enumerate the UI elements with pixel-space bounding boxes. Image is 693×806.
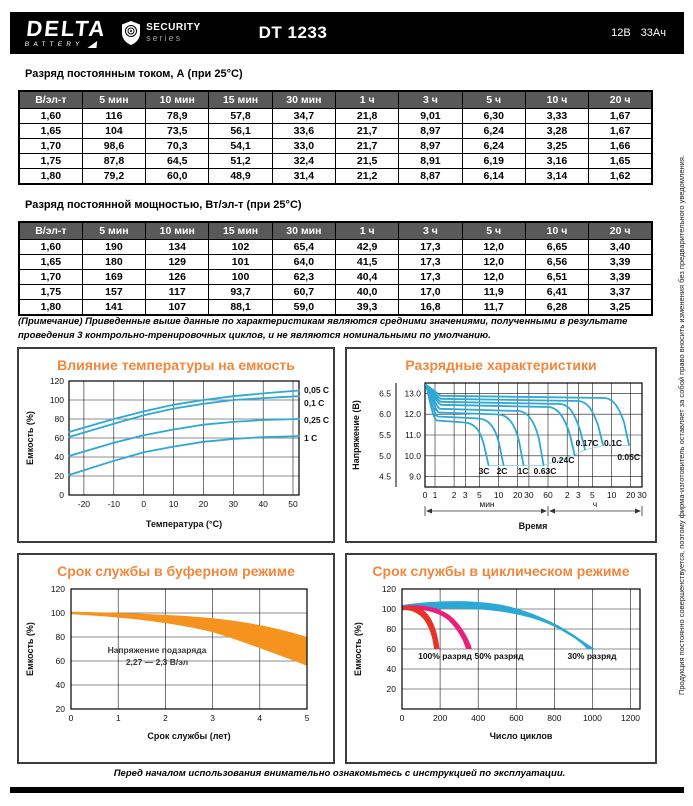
capacity-spec: 33Ач <box>640 27 666 39</box>
table-cell: 1,65 <box>19 255 82 270</box>
y-axis-label: Емкость (%) <box>25 411 35 465</box>
series-label: 0.63C <box>533 466 557 476</box>
tick-label: 5.5 <box>379 430 391 440</box>
tick-label: 13.0 <box>404 388 421 399</box>
curve-0-1c <box>426 385 603 445</box>
chart1-curves <box>69 391 299 476</box>
chart2-yticks-12v <box>404 388 421 481</box>
chart2-yticks-6v <box>379 388 391 481</box>
table2-title: Разряд постоянной мощностью, Вт/эл-т (при 25°C) <box>25 199 302 211</box>
series-label: 30% разряд <box>567 651 617 661</box>
series-label: 1 C <box>304 433 318 443</box>
chart1-yticks <box>50 376 64 500</box>
table-cell: 134 <box>146 240 209 255</box>
tick-label: 2 <box>451 490 457 500</box>
tick-label: 5.0 <box>379 450 391 461</box>
tick-label: 100 <box>50 608 65 618</box>
table-cell: 64,0 <box>272 255 335 270</box>
series-label: 1C <box>517 466 529 476</box>
table-cell: 1,66 <box>589 139 652 154</box>
table-cell: 141 <box>82 300 145 316</box>
table-cell: 6,24 <box>462 124 525 139</box>
table-cell: 3,33 <box>525 109 588 124</box>
voltage-spec: 12В <box>611 27 631 39</box>
table-header-cell: 10 ч <box>525 91 588 109</box>
temperature-capacity-chart <box>19 375 333 535</box>
tick-label: 1200 <box>621 713 640 723</box>
table-cell: 101 <box>209 255 272 270</box>
curve-1c <box>69 436 299 475</box>
series-text <box>146 23 201 43</box>
curve-0-05c <box>69 391 299 433</box>
tick-label: 60 <box>55 656 65 666</box>
series-label: 100% разряд <box>418 651 472 661</box>
table-cell: 33,6 <box>272 124 335 139</box>
table-row <box>19 154 652 169</box>
chart4-title: Срок службы в циклическом режиме <box>372 563 630 579</box>
tick-label: 3 <box>576 490 581 500</box>
table-header-cell: 20 ч <box>589 91 652 109</box>
series-label: 0.24C <box>551 455 575 465</box>
chart2-title: Разрядные характеристики <box>405 357 597 373</box>
tick-label: 10.0 <box>404 450 421 461</box>
chart1-title: Влияние температуры на емкость <box>57 357 295 373</box>
table-cell: 102 <box>209 240 272 255</box>
sidebar-disclaimer: Продукция постоянно совершенствуется, поэтому фирма-изготовитель оставляет за собой право вносить изменения без предварительного уведомления. <box>677 155 686 696</box>
table-cell: 129 <box>146 255 209 270</box>
table-header-cell: 10 мин <box>146 222 209 240</box>
table-header-cell: 30 мин <box>272 91 335 109</box>
table-cell: 190 <box>82 240 145 255</box>
table-cell: 116 <box>82 109 145 124</box>
header-bar <box>10 12 684 54</box>
brand-subtitle: BATTERY <box>24 40 84 48</box>
table-header-cell: 1 ч <box>335 91 398 109</box>
tick-label: 80 <box>386 624 396 634</box>
time-unit-hour: ч <box>592 499 598 509</box>
bottom-bar <box>10 787 684 793</box>
tick-label: 400 <box>471 713 486 723</box>
table-cell: 60,7 <box>272 285 335 300</box>
table-header-cell: 5 мин <box>82 222 145 240</box>
table-cell: 12,0 <box>462 255 525 270</box>
tick-label: 40 <box>54 452 64 462</box>
y-axis-label: Напряжение (В) <box>351 400 361 470</box>
table-cell: 17,3 <box>399 270 462 285</box>
series-label: 50% разряд <box>474 651 524 661</box>
tick-label: 30 <box>524 490 534 500</box>
table-cell: 40,4 <box>335 270 398 285</box>
table-cell: 157 <box>82 285 145 300</box>
tick-label: 5 <box>304 713 310 723</box>
table-cell: 70,3 <box>146 139 209 154</box>
table-cell: 56,1 <box>209 124 272 139</box>
tick-label: 6.0 <box>379 409 391 420</box>
table-cell: 12,0 <box>462 240 525 255</box>
table-cell: 180 <box>82 255 145 270</box>
table-cell: 73,5 <box>146 124 209 139</box>
table-cell: 54,1 <box>209 139 272 154</box>
table-header-cell: 30 мин <box>272 222 335 240</box>
buffer-life-chart <box>19 581 333 753</box>
shield-icon <box>120 20 142 46</box>
table-cell: 48,9 <box>209 169 272 185</box>
tick-label: 9.0 <box>409 471 421 482</box>
table-cell: 1,75 <box>19 285 82 300</box>
tick-label: 20 <box>55 704 65 714</box>
chart4-bands <box>402 601 595 649</box>
series-label: 3C <box>478 466 490 476</box>
table1-title: Разряд постоянным током, А (при 25°C) <box>25 68 243 80</box>
table-row <box>19 109 652 124</box>
table-cell: 1,80 <box>19 169 82 185</box>
table2-header-row <box>19 222 652 240</box>
time-range-arrows <box>425 506 642 516</box>
table-cell: 8,91 <box>399 154 462 169</box>
table-cell: 6,65 <box>525 240 588 255</box>
tick-label: 50 <box>288 499 298 509</box>
table-row <box>19 240 652 255</box>
chart4-series-labels <box>418 651 617 661</box>
tick-label: 60 <box>386 644 396 654</box>
table-header-cell: 10 мин <box>146 91 209 109</box>
table-cell: 34,7 <box>272 109 335 124</box>
tick-label: 3 <box>210 713 215 723</box>
table-row <box>19 169 652 185</box>
chart4-xticks <box>400 713 641 723</box>
tick-label: 20 <box>198 499 209 509</box>
tick-label: 1 <box>432 490 438 500</box>
table-cell: 32,4 <box>272 154 335 169</box>
chart2-xticks <box>423 490 647 500</box>
table-cell: 98,6 <box>82 139 145 154</box>
footer-note: Перед началом использования внимательно ознакомьтесь с инструкцией по эксплуатации. <box>113 768 566 779</box>
chart1-series-labels <box>304 385 329 443</box>
table-cell: 41,5 <box>335 255 398 270</box>
note-text: (Примечание) Приведенные выше данные по характеристикам являются средними значениями, полученными в результате проведения 3 контрольно-тренировочных циклов, и не являются номинальными по умолчанию. <box>18 316 628 342</box>
tick-label: 120 <box>49 376 64 386</box>
chart2-curves <box>426 385 629 465</box>
table-cell: 17,3 <box>399 240 462 255</box>
table-row <box>19 285 652 300</box>
tick-label: 1 <box>115 713 121 723</box>
table-cell: 3,39 <box>589 255 652 270</box>
table-cell: 3,39 <box>589 270 652 285</box>
table1-header-row <box>19 91 652 109</box>
tick-label: -20 <box>77 499 91 509</box>
x-axis-label: Время <box>518 521 548 531</box>
table-cell: 1,80 <box>19 300 82 316</box>
table-row <box>19 270 652 285</box>
table-header-cell: 15 мин <box>209 222 272 240</box>
table-cell: 104 <box>82 124 145 139</box>
table-cell: 3,28 <box>525 124 588 139</box>
tick-label: 80 <box>55 632 65 642</box>
table-row <box>19 139 652 154</box>
table-cell: 21,7 <box>335 124 398 139</box>
table-cell: 64,5 <box>146 154 209 169</box>
table-cell: 169 <box>82 270 145 285</box>
tick-label: 5 <box>477 490 482 500</box>
tick-label: 6.5 <box>379 388 391 399</box>
table-cell: 59,0 <box>272 300 335 316</box>
table-cell: 21,7 <box>335 139 398 154</box>
table-header-cell: 15 мин <box>209 91 272 109</box>
x-axis-label: Температура (°C) <box>145 519 223 529</box>
tick-label: 0 <box>141 499 147 509</box>
table-row <box>19 124 652 139</box>
table1-head <box>19 91 652 109</box>
table-cell: 8,97 <box>399 139 462 154</box>
tick-label: 60 <box>54 433 64 443</box>
tick-label: 10 <box>606 490 617 500</box>
tick-label: 0 <box>399 713 405 723</box>
constant-current-table <box>18 90 653 185</box>
tick-label: 20 <box>625 490 636 500</box>
x-axis-label: Число циклов <box>489 731 553 741</box>
table-cell: 57,8 <box>209 109 272 124</box>
table-header-cell: 5 ч <box>462 91 525 109</box>
table-cell: 8,97 <box>399 124 462 139</box>
table-cell: 11,7 <box>462 300 525 316</box>
charge-voltage-annotation: Напряжение подзаряда <box>107 645 207 655</box>
table-cell: 42,9 <box>335 240 398 255</box>
table-cell: 51,2 <box>209 154 272 169</box>
table-cell: 117 <box>146 285 209 300</box>
table-cell: 6,30 <box>462 109 525 124</box>
table-cell: 21,8 <box>335 109 398 124</box>
tick-label: 4 <box>257 713 263 723</box>
series-label: 0,05 C <box>304 385 330 395</box>
tick-label: 20 <box>54 471 64 481</box>
tick-label: 800 <box>547 713 562 723</box>
tick-label: 120 <box>381 584 396 594</box>
table-header-cell: 3 ч <box>399 222 462 240</box>
series-label: SECURITY <box>146 22 201 33</box>
brand-name: DELTA <box>25 15 108 41</box>
chart3-title: Срок службы в буферном режиме <box>57 563 295 579</box>
tick-label: 2 <box>163 713 168 723</box>
table-cell: 31,4 <box>272 169 335 185</box>
series-subtitle: series <box>146 33 183 43</box>
table-cell: 3,25 <box>589 300 652 316</box>
table2-body <box>19 240 652 316</box>
tick-label: 0 <box>68 713 74 723</box>
tick-label: 30 <box>228 499 239 509</box>
table-header-cell: 5 ч <box>462 222 525 240</box>
chart1-xticks <box>78 499 298 509</box>
table-cell: 6,19 <box>462 154 525 169</box>
tick-label: 40 <box>258 499 268 509</box>
tick-label: -10 <box>107 499 120 509</box>
table-header-cell: 1 ч <box>335 222 398 240</box>
tick-label: 0 <box>422 490 428 500</box>
table-cell: 3,40 <box>589 240 652 255</box>
table-cell: 8,87 <box>399 169 462 185</box>
tick-label: 0 <box>59 490 64 500</box>
chart4-yticks <box>382 584 396 694</box>
table-header-cell: 3 ч <box>399 91 462 109</box>
security-series-badge <box>120 20 201 46</box>
y-axis-label: Емкость (%) <box>353 622 363 676</box>
table-cell: 40,0 <box>335 285 398 300</box>
table-cell: 17,0 <box>399 285 462 300</box>
tick-label: 12.0 <box>404 409 421 420</box>
table2-head <box>19 222 652 240</box>
table-cell: 1,60 <box>19 109 82 124</box>
charge-voltage-annotation: 2,27 — 2,3 В/эл <box>125 657 189 667</box>
tick-label: 200 <box>433 713 448 723</box>
table-cell: 1,67 <box>589 109 652 124</box>
table-cell: 1,65 <box>589 154 652 169</box>
table-cell: 88,1 <box>209 300 272 316</box>
tick-label: 11.0 <box>405 430 421 440</box>
buffer-life-panel <box>17 553 335 764</box>
table-cell: 1,65 <box>19 124 82 139</box>
time-unit-min: мин <box>479 499 495 509</box>
table-cell: 60,0 <box>146 169 209 185</box>
tick-label: 100 <box>49 395 64 405</box>
y-axis-label: Емкость (%) <box>25 622 35 676</box>
table-header-cell: 10 ч <box>525 222 588 240</box>
table-cell: 33,0 <box>272 139 335 154</box>
chart3-yticks <box>51 584 65 714</box>
tick-label: 60 <box>543 490 553 500</box>
table-cell: 16,8 <box>399 300 462 316</box>
table-cell: 126 <box>146 270 209 285</box>
table-cell: 12,0 <box>462 270 525 285</box>
series-label: 2C <box>496 466 508 476</box>
tick-label: 10 <box>168 499 179 509</box>
table-cell: 39,3 <box>335 300 398 316</box>
buffer-life-band <box>71 612 307 666</box>
series-label: 0.1C <box>604 438 622 448</box>
tick-label: 120 <box>50 584 65 594</box>
series-label: 0.05C <box>617 452 640 462</box>
table1-body <box>19 109 652 185</box>
tick-label: 100 <box>381 604 396 614</box>
table-header-cell: 5 мин <box>82 91 145 109</box>
table-row <box>19 300 652 316</box>
table-cell: 87,8 <box>82 154 145 169</box>
table-cell: 6,41 <box>525 285 588 300</box>
series-label: 0,25 C <box>304 415 330 425</box>
discharge-characteristics-chart <box>347 375 655 535</box>
table-cell: 1,62 <box>589 169 652 185</box>
table-header-cell: В/эл-т <box>19 222 82 240</box>
table-cell: 78,9 <box>146 109 209 124</box>
table-cell: 62,3 <box>272 270 335 285</box>
table-cell: 1,70 <box>19 139 82 154</box>
table-cell: 3,14 <box>525 169 588 185</box>
table-cell: 100 <box>209 270 272 285</box>
delta-logo <box>24 15 108 49</box>
model-title: DT 1233 <box>258 23 328 42</box>
constant-power-table <box>18 221 653 316</box>
tick-label: 20 <box>512 490 523 500</box>
tick-label: 40 <box>386 664 396 674</box>
table-cell: 3,37 <box>589 285 652 300</box>
table-header-cell: 20 ч <box>589 222 652 240</box>
discharge-characteristics-panel <box>345 347 657 543</box>
table-cell: 79,2 <box>82 169 145 185</box>
table-cell: 1,67 <box>589 124 652 139</box>
cyclic-life-chart <box>347 581 655 753</box>
tick-label: 80 <box>54 414 64 424</box>
tick-label: 20 <box>386 684 396 694</box>
table-cell: 17,3 <box>399 255 462 270</box>
chart3-xticks <box>69 713 310 723</box>
table-cell: 1,60 <box>19 240 82 255</box>
tick-label: 5 <box>590 490 595 500</box>
series-label: 0.17C <box>575 438 599 448</box>
tick-label: 3 <box>462 490 468 500</box>
tick-label: 2 <box>564 490 570 500</box>
table-cell: 11,9 <box>462 285 525 300</box>
table-cell: 6,24 <box>462 139 525 154</box>
tick-label: 10 <box>493 490 504 500</box>
tick-label: 40 <box>55 680 65 690</box>
table-row <box>19 255 652 270</box>
temperature-capacity-panel <box>17 347 335 543</box>
brand-subrow <box>24 40 105 49</box>
table-cell: 93,7 <box>209 285 272 300</box>
table-cell: 21,2 <box>335 169 398 185</box>
table-cell: 3,25 <box>525 139 588 154</box>
table-cell: 6,28 <box>525 300 588 316</box>
table-cell: 6,56 <box>525 255 588 270</box>
table-cell: 1,75 <box>19 154 82 169</box>
tick-label: 4.5 <box>379 471 391 482</box>
table-cell: 21,5 <box>335 154 398 169</box>
table-cell: 1,70 <box>19 270 82 285</box>
table-cell: 3,16 <box>525 154 588 169</box>
series-label: 0,1 C <box>304 398 325 408</box>
cyclic-life-panel <box>345 553 657 764</box>
logo-triangle-icon <box>87 41 97 48</box>
table-header-cell: В/эл-т <box>19 91 82 109</box>
battery-specs <box>611 27 666 39</box>
table-cell: 6,51 <box>525 270 588 285</box>
tick-label: 30 <box>637 490 647 500</box>
tick-label: 600 <box>509 713 524 723</box>
tick-label: 1000 <box>582 713 602 723</box>
table-cell: 107 <box>146 300 209 316</box>
table-cell: 9,01 <box>399 109 462 124</box>
table-cell: 65,4 <box>272 240 335 255</box>
table-cell: 6,14 <box>462 169 525 185</box>
x-axis-label: Срок службы (лет) <box>147 731 231 741</box>
